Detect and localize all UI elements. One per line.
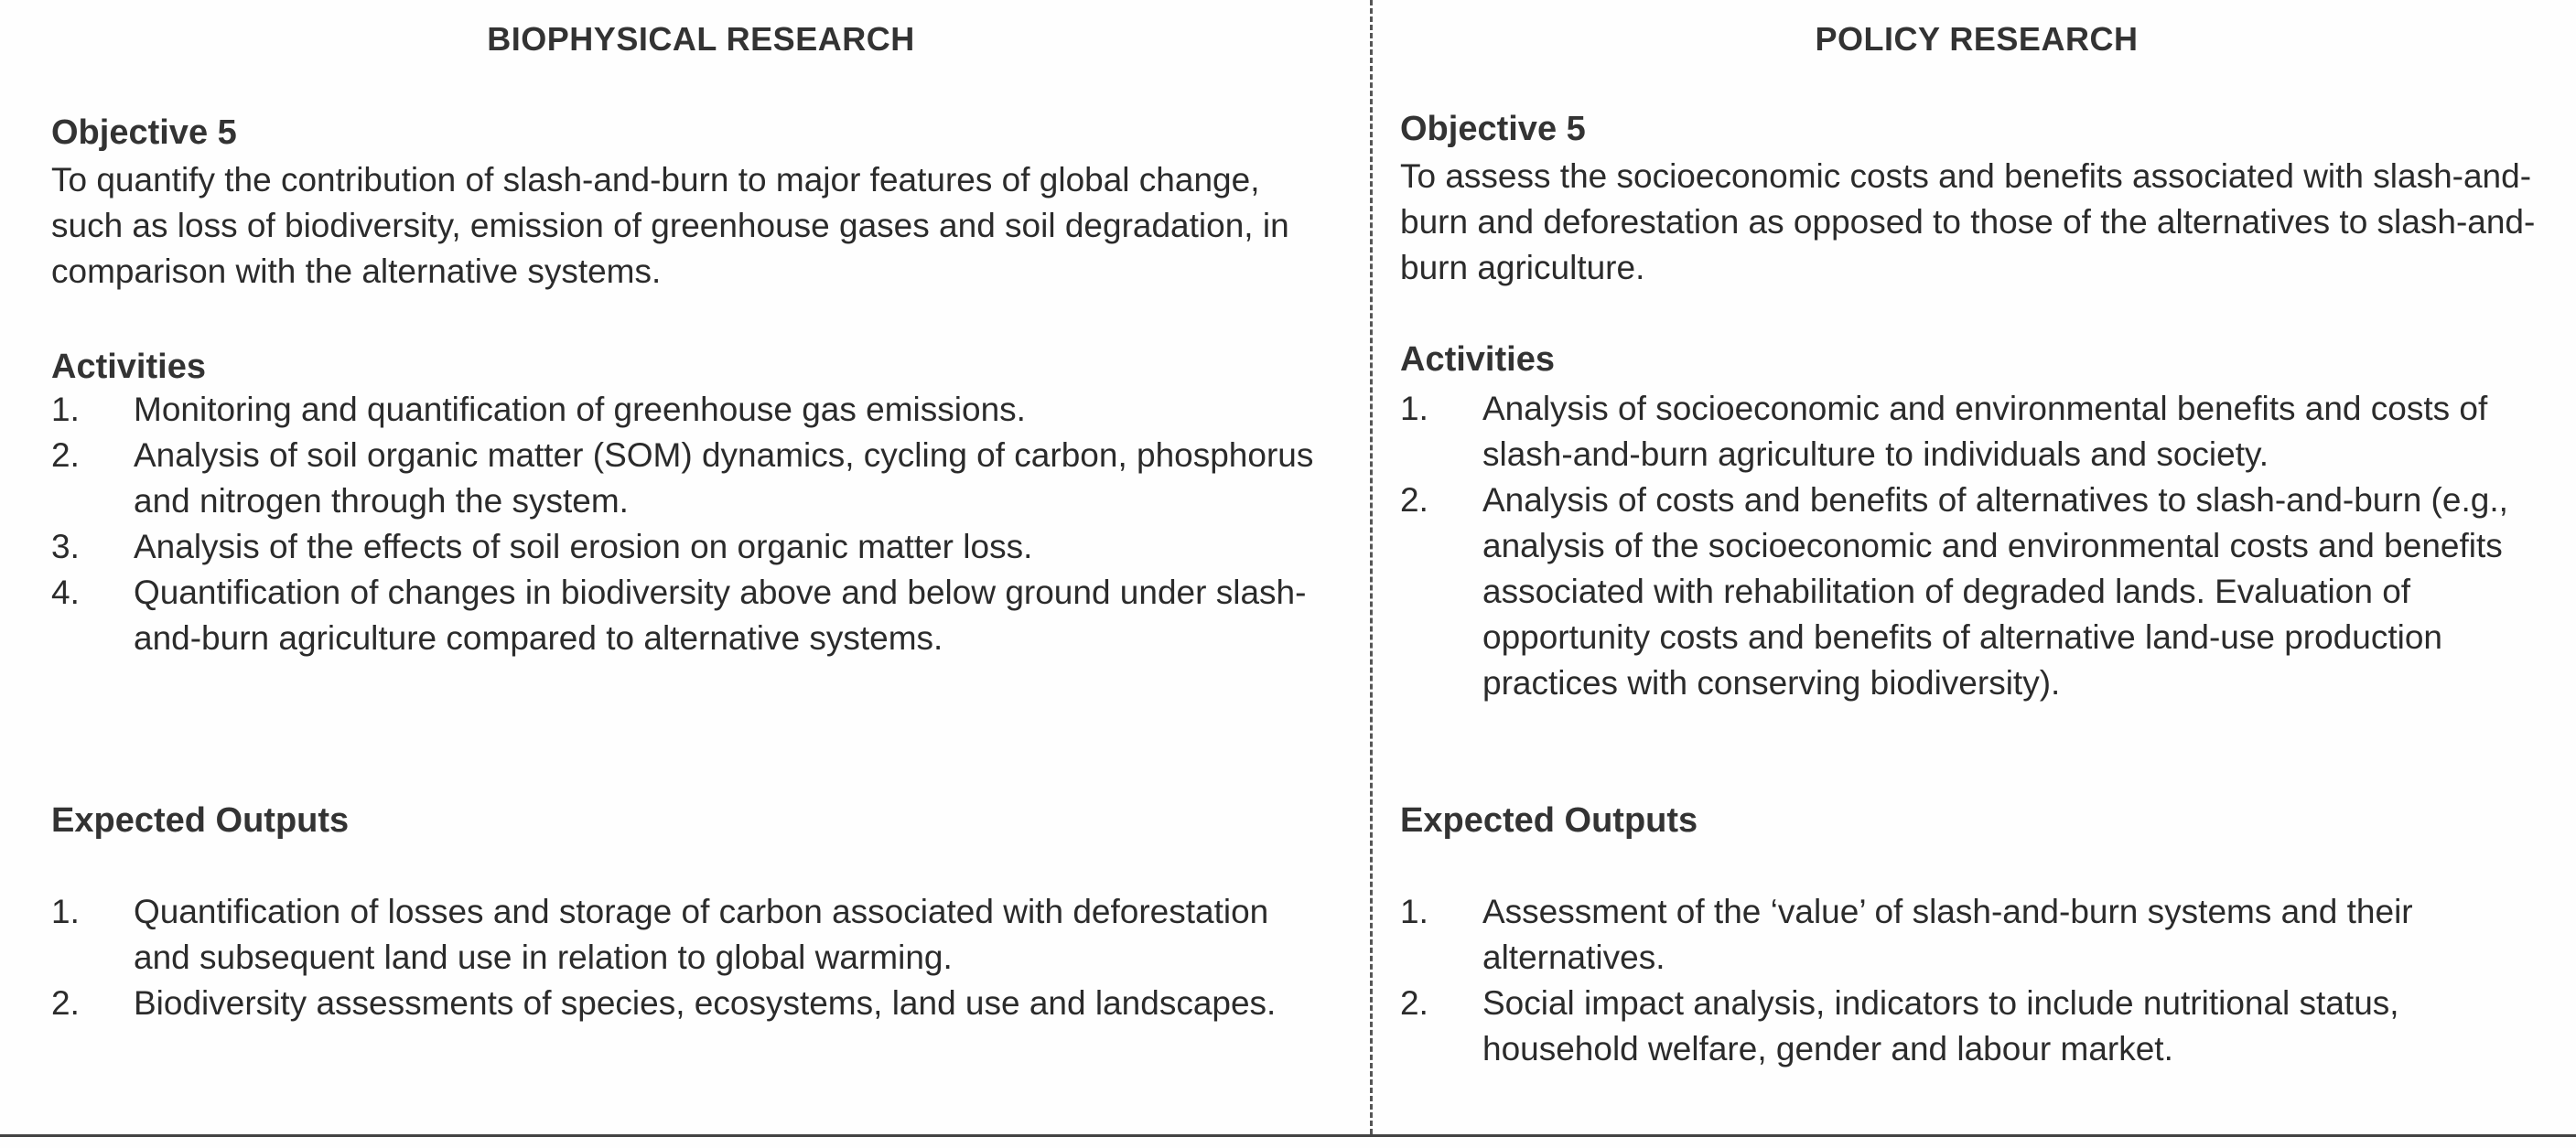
bottom-rule — [0, 1134, 2576, 1137]
left-activities-title: Activities — [51, 348, 206, 386]
list-item — [51, 570, 1323, 661]
left-outputs-list — [51, 889, 1323, 1026]
item-text: Biodiversity assessments of species, ecosystems, land use and landscapes. — [134, 984, 1277, 1022]
left-objective-text: To quantify the contribution of slash-and-burn to major features of global change, such as loss of biodiversity, emission of greenhouse gases and soil degradation, in comparison with the alternative systems. — [51, 161, 1289, 290]
list-item — [1400, 477, 2553, 706]
list-item — [51, 387, 1323, 433]
left-objective-title: Objective 5 — [51, 113, 237, 152]
item-text: Analysis of socioeconomic and environmental benefits and costs of slash-and-burn agriculture to individuals and society. — [1482, 390, 2488, 473]
item-text: Social impact analysis, indicators to include nutritional status, household welfare, gender and labour market. — [1482, 984, 2399, 1068]
item-text: Assessment of the ‘value’ of slash-and-burn systems and their alternatives. — [1482, 893, 2413, 976]
item-number: 2. — [51, 436, 80, 474]
list-item — [51, 889, 1323, 981]
item-text: Monitoring and quantification of greenhouse gas emissions. — [134, 391, 1026, 428]
right-activities-title: Activities — [1400, 340, 1555, 379]
item-number: 1. — [51, 391, 80, 428]
list-item — [51, 433, 1323, 524]
item-text: Quantification of changes in biodiversity above and below ground under slash-and-burn agriculture compared to alternative systems. — [134, 574, 1307, 657]
item-number: 2. — [1400, 481, 1428, 519]
right-objective-text: To assess the socioeconomic costs and benefits associated with slash-and-burn and deforestation as opposed to those of the alternatives to slash-and-burn agriculture. — [1400, 157, 2536, 286]
item-number: 1. — [51, 893, 80, 930]
policy-heading: POLICY RESEARCH — [1815, 20, 2139, 58]
list-item — [51, 981, 1323, 1026]
list-item — [1400, 889, 2553, 981]
item-text: Analysis of soil organic matter (SOM) dynamics, cycling of carbon, phosphorus and nitrogen through the system. — [134, 436, 1314, 520]
right-objective-title: Objective 5 — [1400, 110, 1586, 148]
right-outputs-title: Expected Outputs — [1400, 801, 1698, 840]
column-divider — [1370, 0, 1373, 1134]
list-item — [1400, 386, 2553, 477]
item-number: 2. — [51, 984, 80, 1022]
item-number: 3. — [51, 528, 80, 565]
item-text: Analysis of the effects of soil erosion on organic matter loss. — [134, 528, 1033, 565]
item-number: 2. — [1400, 984, 1428, 1022]
biophysical-heading: BIOPHYSICAL RESEARCH — [487, 20, 915, 58]
item-number: 1. — [1400, 390, 1428, 427]
item-number: 4. — [51, 574, 80, 611]
right-outputs-list — [1400, 889, 2553, 1072]
list-item — [1400, 981, 2553, 1072]
item-text: Analysis of costs and benefits of alternatives to slash-and-burn (e.g., analysis of the socioeconomic and environmental costs and benefits associated with rehabilitation of degraded lands. Evaluation of opportunity costs and benefits of alternative land-use production practices with conserving biodiversity). — [1482, 481, 2508, 702]
list-item — [51, 524, 1323, 570]
left-outputs-title: Expected Outputs — [51, 801, 350, 840]
item-number: 1. — [1400, 893, 1428, 930]
item-text: Quantification of losses and storage of carbon associated with deforestation and subsequent land use in relation to global warming. — [134, 893, 1269, 976]
left-activities-list — [51, 387, 1323, 661]
right-activities-list — [1400, 386, 2553, 706]
